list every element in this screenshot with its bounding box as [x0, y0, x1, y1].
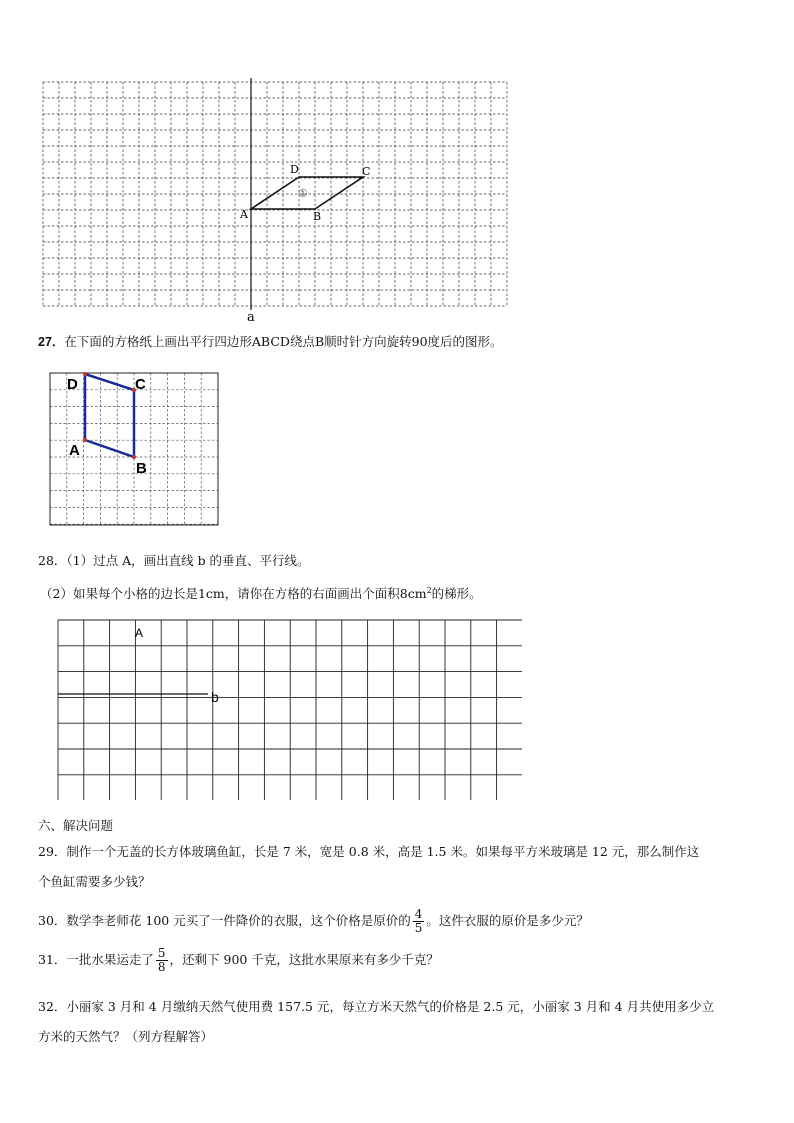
- question-text-end: ，还剩下 900 千克，这批水果原来有多少千克？: [169, 952, 439, 967]
- label-B: B: [136, 460, 147, 477]
- question-28-part-2: [40, 582, 482, 603]
- fraction-numerator: 5: [157, 946, 166, 960]
- point-D: [83, 372, 87, 376]
- parallelogram-abcd: [85, 374, 134, 457]
- question-text-end: 。这件衣服的原价是多少元？: [426, 913, 589, 928]
- point-A: [83, 438, 87, 442]
- fraction-denominator: 5: [414, 921, 423, 935]
- question-text: 30．数学李老师花 100 元买了一件降价的衣服，这个价格是原价的: [38, 913, 411, 928]
- shape-number-mark: ①: [298, 187, 308, 200]
- grid-figure-2: [0, 360, 260, 535]
- label-A: A: [135, 626, 144, 640]
- question-32-line-2: 方米的天然气？（列方程解答）: [38, 1029, 214, 1044]
- question-text: 在下面的方格纸上画出平行四边形ABCD绕点B顺时针方向旋转90度后的图形。: [64, 334, 503, 349]
- label-D: D: [290, 163, 299, 176]
- fraction: [413, 908, 425, 935]
- section-title: 六、解决问题: [38, 818, 114, 833]
- question-text: 31．一批水果运走了: [38, 952, 154, 967]
- question-28-part-1: 28．（1）过点 A，画出直线 b 的垂直、平行线。: [38, 553, 310, 568]
- label-A: A: [240, 208, 248, 221]
- grid-figure-3: [0, 610, 560, 810]
- fraction-numerator: 4: [414, 907, 423, 921]
- question-29-line-1: 29．制作一个无盖的长方体玻璃鱼缸，长是 7 米，宽是 0.8 米，高是 1.5 米。如果每平方米玻璃是 12 元，那么制作这: [38, 844, 700, 859]
- fraction: [156, 947, 168, 974]
- superscript: 2: [426, 586, 432, 595]
- point-B: [132, 455, 136, 459]
- question-31: [38, 942, 439, 978]
- question-27: [38, 333, 503, 351]
- question-30: [38, 903, 589, 939]
- label-B: B: [313, 210, 322, 223]
- label-C: C: [135, 376, 146, 393]
- question-number: 27．: [38, 335, 65, 349]
- question-32-line-1: 32．小丽家 3 月和 4 月缴纳天然气使用费 157.5 元，每立方米天然气的价格是 2.5 元，小丽家 3 月和 4 月共使用多少立: [38, 999, 715, 1014]
- question-29-line-2: 个鱼缸需要多少钱？: [38, 874, 151, 889]
- label-D: D: [67, 376, 78, 393]
- fraction-denominator: 8: [157, 960, 166, 974]
- label-C: C: [362, 165, 371, 178]
- label-a: a: [247, 310, 255, 325]
- grid-figure-1: [0, 0, 794, 330]
- question-text: （2）如果每个小格的边长是1cm，请你在方格的右面画出个面积8cm: [40, 586, 427, 602]
- label-A: A: [69, 442, 80, 459]
- label-b: b: [211, 689, 219, 705]
- question-text-end: 的梯形。: [431, 586, 482, 602]
